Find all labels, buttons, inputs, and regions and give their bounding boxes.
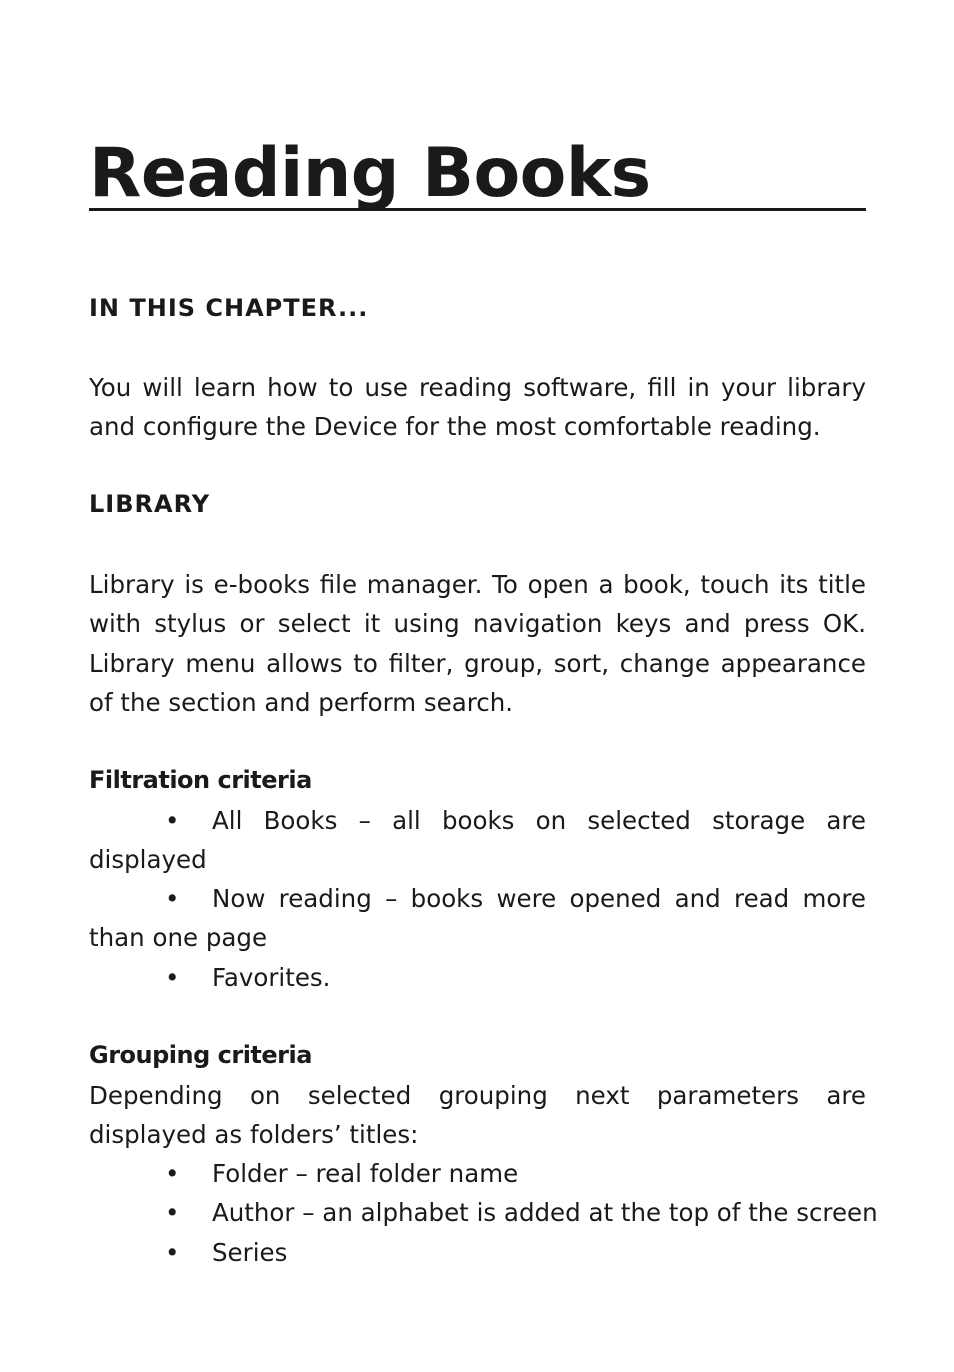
bullet-glyph: • <box>165 1159 180 1188</box>
list-item-filtration-1 <box>89 801 866 880</box>
bullet-glyph: • <box>165 963 180 992</box>
library-paragraph: Library is e-books file manager. To open a book, touch its title with stylus or select it using navigation keys and press OK. Library menu allows to filter, group, sort, change appearance of the section and perform search. <box>89 570 866 717</box>
section-heading-in-this-chapter: IN THIS CHAPTER... <box>89 294 369 322</box>
list-item-text: Series <box>212 1238 288 1267</box>
bullet-glyph: • <box>165 884 180 913</box>
bullet-glyph: • <box>165 1238 180 1267</box>
section-heading-library: LIBRARY <box>89 490 211 518</box>
list-item-text: Favorites. <box>212 963 331 992</box>
list-item-text: Now reading – books were opened and read more than one page <box>89 884 866 953</box>
list-item-text: All Books – all books on selected storage are displayed <box>89 806 866 875</box>
bullet-glyph: • <box>165 806 180 835</box>
grouping-paragraph: Depending on selected grouping next parameters are displayed as folders’ titles: <box>89 1081 866 1150</box>
list-item-text: Folder – real folder name <box>212 1159 519 1188</box>
intro-paragraph: You will learn how to use reading software, fill in your library and configure the Device for the most comfortable reading. <box>89 373 866 442</box>
list-item-filtration-3 <box>89 958 866 997</box>
subheading-filtration-criteria: Filtration criteria <box>89 766 312 794</box>
bullet-glyph: • <box>165 1198 180 1227</box>
subheading-grouping-criteria: Grouping criteria <box>89 1041 312 1069</box>
list-item-text: Author – an alphabet is added at the top of the screen <box>212 1198 878 1227</box>
list-item-filtration-2 <box>89 879 866 958</box>
chapter-title: Reading Books <box>89 134 866 211</box>
